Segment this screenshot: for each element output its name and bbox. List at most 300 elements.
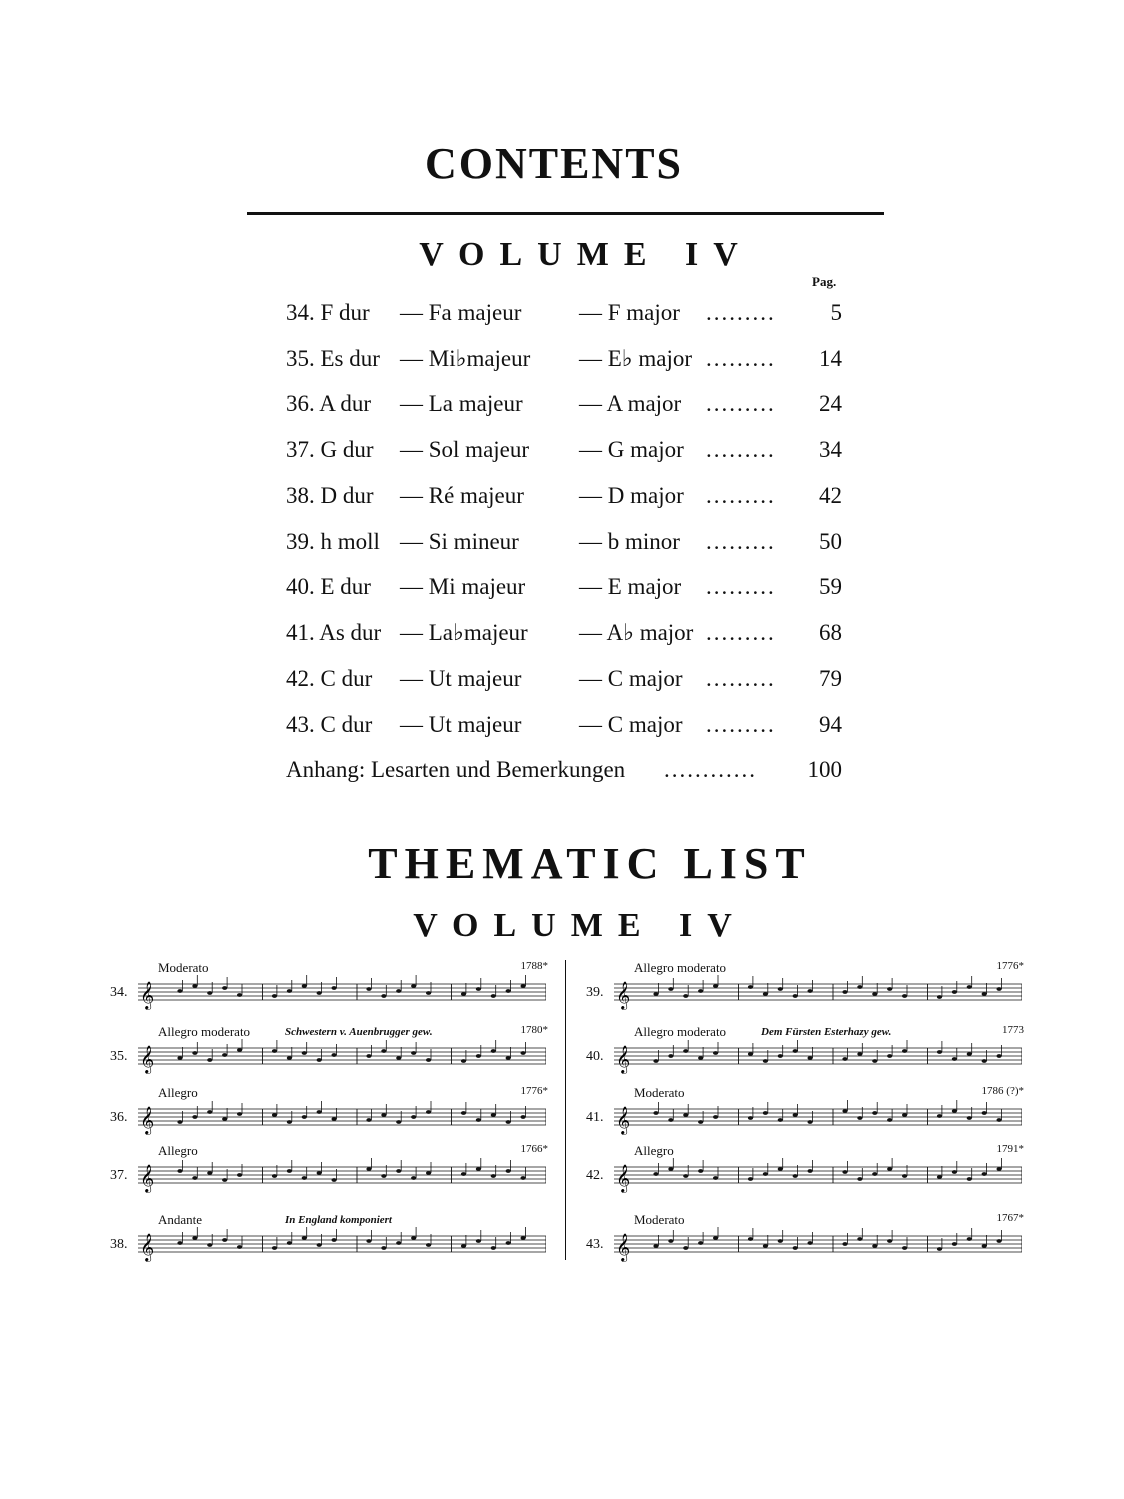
music-staff (138, 1038, 546, 1078)
note-head (426, 991, 431, 995)
note-head (653, 1059, 658, 1063)
tempo-marking: Allegro (158, 1085, 198, 1100)
note-head (748, 1177, 753, 1181)
note-head (366, 1239, 371, 1243)
thematic-list-title: THEMATIC LIST (368, 839, 812, 888)
dot-leader: ......... (706, 346, 776, 371)
note-head (872, 1059, 877, 1063)
note-head (396, 1120, 401, 1124)
note-head (317, 1171, 322, 1175)
note-head (793, 994, 798, 998)
note-head (668, 1167, 673, 1171)
note-head (411, 1115, 416, 1119)
note-head (997, 1118, 1002, 1122)
note-head (521, 1236, 526, 1240)
note-head (411, 1236, 416, 1240)
note-head (937, 1247, 942, 1251)
contents-entry (286, 712, 842, 752)
note-head (192, 984, 197, 988)
note-head (778, 1054, 783, 1058)
note-head (748, 1052, 753, 1056)
incipit-number: 34. (110, 985, 128, 1000)
thematic-incipit (586, 1085, 1024, 1145)
note-head (426, 1058, 431, 1062)
entry-number-key: 40. E dur (286, 574, 371, 599)
incipit-number: 38. (110, 1237, 128, 1252)
note-head (461, 1172, 466, 1176)
note-head (982, 1244, 987, 1248)
note-head (698, 1241, 703, 1245)
note-head (967, 1177, 972, 1181)
note-head (887, 1167, 892, 1171)
entry-page: 50 (819, 529, 842, 554)
entry-french: — Si mineur (400, 529, 519, 554)
note-head (332, 1178, 337, 1182)
incipit-number: 39. (586, 985, 604, 1000)
note-head (748, 1116, 753, 1120)
note-head (763, 1059, 768, 1063)
note-head (207, 1110, 212, 1114)
note-head (411, 1051, 416, 1055)
entry-page: 68 (819, 620, 842, 645)
note-head (476, 1118, 481, 1122)
contents-entry (286, 574, 842, 614)
incipit-note: Dem Fürsten Esterhazy gew. (761, 1026, 892, 1038)
note-head (887, 1118, 892, 1122)
treble-clef-icon: 𝄞 (616, 1164, 631, 1192)
note-head (952, 1109, 957, 1113)
entry-page: 94 (819, 712, 842, 737)
note-head (177, 1241, 182, 1245)
note-head (207, 1171, 212, 1175)
note-head (982, 992, 987, 996)
note-head (302, 1051, 307, 1055)
note-head (952, 1242, 957, 1246)
note-head (461, 1244, 466, 1248)
entry-page: 42 (819, 483, 842, 508)
note-head (887, 1239, 892, 1243)
note-head (842, 990, 847, 994)
note-head (937, 1175, 942, 1179)
contents-entry (286, 391, 842, 431)
contents-entry (286, 483, 842, 523)
incipit-note: Schwestern v. Auenbrugger gew. (285, 1026, 433, 1038)
thematic-incipit (586, 960, 1024, 1020)
note-head (287, 1241, 292, 1245)
note-head (192, 1115, 197, 1119)
incipit-number: 42. (586, 1168, 604, 1183)
treble-clef-icon: 𝄞 (140, 1164, 155, 1192)
contents-entry (286, 666, 842, 706)
note-head (683, 994, 688, 998)
entry-french: — Fa majeur (400, 300, 522, 325)
appendix-label: Anhang: Lesarten und Bemerkungen (286, 757, 626, 782)
note-head (272, 1246, 277, 1250)
tempo-marking: Allegro (158, 1143, 198, 1158)
note-head (937, 995, 942, 999)
note-head (872, 1111, 877, 1115)
note-head (177, 989, 182, 993)
contents-entry (286, 529, 842, 569)
note-head (381, 1113, 386, 1117)
entry-french: — Ut majeur (400, 712, 522, 737)
tempo-marking: Allegro moderato (158, 1024, 251, 1039)
note-head (698, 1169, 703, 1173)
note-head (461, 1059, 466, 1063)
entry-page: 59 (819, 574, 842, 599)
note-head (748, 985, 753, 989)
appendix-entry (286, 757, 842, 783)
note-head (937, 1050, 942, 1054)
music-staff (614, 1038, 1022, 1078)
note-head (698, 1056, 703, 1060)
entry-english: — A♭ major (579, 620, 694, 645)
entry-french: — La majeur (400, 391, 523, 416)
treble-clef-icon: 𝄞 (616, 1233, 631, 1261)
note-head (222, 1238, 227, 1242)
note-head (287, 1120, 292, 1124)
note-head (902, 1049, 907, 1053)
thematic-incipit (110, 960, 548, 1020)
tempo-marking: Allegro moderato (634, 960, 727, 975)
note-head (842, 1109, 847, 1113)
contents-entry (286, 620, 842, 660)
note-head (808, 1241, 813, 1245)
note-head (793, 1113, 798, 1117)
note-head (332, 986, 337, 990)
note-head (857, 1237, 862, 1241)
note-head (653, 1244, 658, 1248)
note-head (872, 1172, 877, 1176)
note-head (396, 1169, 401, 1173)
note-head (902, 994, 907, 998)
column-divider (565, 960, 566, 1260)
tempo-marking: Allegro (634, 1143, 674, 1158)
note-head (997, 987, 1002, 991)
note-head (272, 1113, 277, 1117)
note-head (997, 1054, 1002, 1058)
note-head (683, 1246, 688, 1250)
incipit-number: 37. (110, 1168, 128, 1183)
note-head (808, 1056, 813, 1060)
note-head (521, 984, 526, 988)
note-head (967, 985, 972, 989)
dot-leader: ......... (706, 574, 776, 599)
note-head (222, 1117, 227, 1121)
note-head (317, 1058, 322, 1062)
thematic-incipit (110, 1143, 548, 1203)
entry-english: — G major (579, 437, 684, 462)
note-head (332, 1053, 337, 1057)
note-head (506, 989, 511, 993)
treble-clef-icon: 𝄞 (140, 1106, 155, 1134)
contents-entry (286, 437, 842, 477)
note-head (967, 1237, 972, 1241)
note-head (366, 1054, 371, 1058)
composition-year: 1788* (520, 960, 548, 972)
note-head (778, 1118, 783, 1122)
note-head (317, 1110, 322, 1114)
note-head (272, 1174, 277, 1178)
composition-year: 1776* (996, 960, 1024, 972)
note-head (426, 1110, 431, 1114)
tempo-marking: Moderato (634, 1212, 685, 1227)
note-head (521, 1051, 526, 1055)
note-head (857, 985, 862, 989)
treble-clef-icon: 𝄞 (140, 1045, 155, 1073)
contents-volume-heading: VOLUME IV (419, 236, 753, 273)
entry-english: — A major (579, 391, 682, 416)
note-head (491, 994, 496, 998)
tempo-marking: Moderato (158, 960, 209, 975)
note-head (237, 993, 242, 997)
note-head (698, 1120, 703, 1124)
tempo-marking: Andante (158, 1212, 203, 1227)
note-head (222, 986, 227, 990)
note-head (713, 984, 718, 988)
thematic-incipit (110, 1212, 548, 1272)
note-head (842, 1057, 847, 1061)
entry-page: 79 (819, 666, 842, 691)
page-column-header: Pag. (812, 274, 837, 289)
note-head (713, 1115, 718, 1119)
note-head (967, 1116, 972, 1120)
note-head (476, 987, 481, 991)
note-head (192, 1236, 197, 1240)
note-head (396, 989, 401, 993)
entry-french: — Mi majeur (400, 574, 526, 599)
note-head (317, 991, 322, 995)
note-head (808, 1120, 813, 1124)
note-head (381, 1049, 386, 1053)
entry-english: — C major (579, 666, 683, 691)
note-head (491, 1049, 496, 1053)
note-head (302, 1176, 307, 1180)
note-head (192, 1051, 197, 1055)
note-head (902, 1246, 907, 1250)
composition-year: 1780* (520, 1024, 548, 1036)
note-head (698, 989, 703, 993)
note-head (411, 984, 416, 988)
note-head (763, 1244, 768, 1248)
note-head (967, 1052, 972, 1056)
note-head (778, 987, 783, 991)
note-head (222, 1178, 227, 1182)
composition-year: 1791* (996, 1143, 1024, 1155)
note-head (411, 1176, 416, 1180)
thematic-incipit (110, 1024, 548, 1084)
dot-leader: ......... (706, 483, 776, 508)
thematic-incipit (586, 1212, 1024, 1272)
entry-number-key: 37. G dur (286, 437, 374, 462)
note-head (653, 1111, 658, 1115)
note-head (683, 1049, 688, 1053)
note-head (272, 1049, 277, 1053)
composition-year: 1766* (520, 1143, 548, 1155)
note-head (506, 1056, 511, 1060)
entry-page: 14 (819, 346, 842, 371)
music-staff (138, 1099, 546, 1139)
dot-leader: ............ (664, 757, 757, 782)
music-staff (614, 1157, 1022, 1197)
dot-leader: ......... (706, 666, 776, 691)
note-head (808, 989, 813, 993)
note-head (763, 1111, 768, 1115)
note-head (381, 1174, 386, 1178)
incipit-number: 35. (110, 1049, 128, 1064)
note-head (808, 1169, 813, 1173)
incipit-number: 40. (586, 1049, 604, 1064)
note-head (366, 1167, 371, 1171)
dot-leader: ......... (706, 620, 776, 645)
note-head (982, 1172, 987, 1176)
note-head (997, 1239, 1002, 1243)
note-head (207, 1058, 212, 1062)
note-head (366, 987, 371, 991)
incipit-number: 41. (586, 1110, 604, 1125)
note-head (476, 1167, 481, 1171)
thematic-incipit (586, 1143, 1024, 1203)
note-head (842, 1242, 847, 1246)
note-head (287, 989, 292, 993)
note-head (713, 1236, 718, 1240)
note-head (902, 1113, 907, 1117)
composition-year: 1773 (1002, 1024, 1024, 1036)
note-head (683, 1113, 688, 1117)
tempo-marking: Allegro moderato (634, 1024, 727, 1039)
music-staff (614, 1226, 1022, 1266)
note-head (857, 1052, 862, 1056)
incipit-number: 36. (110, 1110, 128, 1125)
dot-leader: ......... (706, 437, 776, 462)
entry-french: — La♭majeur (400, 620, 528, 645)
note-head (713, 1051, 718, 1055)
note-head (793, 1049, 798, 1053)
note-head (272, 994, 277, 998)
note-head (842, 1170, 847, 1174)
note-head (997, 1167, 1002, 1171)
note-head (177, 1120, 182, 1124)
note-head (461, 1111, 466, 1115)
music-staff (614, 974, 1022, 1014)
note-head (683, 1174, 688, 1178)
note-head (668, 1118, 673, 1122)
dot-leader: ......... (706, 300, 776, 325)
music-staff (614, 1099, 1022, 1139)
note-head (287, 1169, 292, 1173)
music-staff (138, 1157, 546, 1197)
thematic-incipit (110, 1085, 548, 1145)
note-head (872, 1244, 877, 1248)
treble-clef-icon: 𝄞 (616, 1045, 631, 1073)
note-head (506, 1241, 511, 1245)
note-head (366, 1118, 371, 1122)
note-head (426, 1243, 431, 1247)
note-head (302, 984, 307, 988)
entry-english: — F major (579, 300, 680, 325)
note-head (381, 994, 386, 998)
contents-title: CONTENTS (424, 139, 684, 188)
note-head (982, 1111, 987, 1115)
note-head (793, 1174, 798, 1178)
tempo-marking: Moderato (634, 1085, 685, 1100)
title-rule (247, 212, 884, 215)
dot-leader: ......... (706, 391, 776, 416)
note-head (476, 1054, 481, 1058)
entry-number-key: 38. D dur (286, 483, 374, 508)
entry-page: 34 (819, 437, 842, 462)
note-head (668, 1239, 673, 1243)
music-staff (138, 974, 546, 1014)
entry-english: — E♭ major (579, 346, 693, 371)
note-head (491, 1174, 496, 1178)
note-head (763, 992, 768, 996)
note-head (207, 1243, 212, 1247)
composition-year: 1767* (996, 1212, 1024, 1224)
note-head (237, 1112, 242, 1116)
entry-number-key: 39. h moll (286, 529, 380, 554)
note-head (491, 1246, 496, 1250)
note-head (177, 1169, 182, 1173)
note-head (952, 1057, 957, 1061)
note-head (461, 992, 466, 996)
note-head (237, 1245, 242, 1249)
entry-english: — D major (579, 483, 684, 508)
music-staff (138, 1226, 546, 1266)
contents-entry (286, 300, 842, 340)
note-head (302, 1115, 307, 1119)
entry-english: — C major (579, 712, 683, 737)
note-head (192, 1176, 197, 1180)
appendix-page: 100 (807, 757, 842, 782)
entry-french: — Ut majeur (400, 666, 522, 691)
entry-number-key: 34. F dur (286, 300, 370, 325)
entry-number-key: 35. Es dur (286, 346, 380, 371)
note-head (396, 1241, 401, 1245)
incipit-number: 43. (586, 1237, 604, 1252)
entry-english: — b minor (579, 529, 680, 554)
note-head (778, 1239, 783, 1243)
composition-year: 1786 (?)* (981, 1085, 1024, 1097)
note-head (222, 1053, 227, 1057)
note-head (872, 992, 877, 996)
entry-english: — E major (579, 574, 682, 599)
note-head (653, 992, 658, 996)
note-head (857, 1177, 862, 1181)
note-head (237, 1048, 242, 1052)
note-head (506, 1169, 511, 1173)
entry-page: 5 (830, 300, 842, 325)
note-head (902, 1174, 907, 1178)
note-head (521, 1115, 526, 1119)
note-head (982, 1059, 987, 1063)
treble-clef-icon: 𝄞 (140, 1233, 155, 1261)
note-head (857, 1116, 862, 1120)
note-head (763, 1172, 768, 1176)
note-head (317, 1243, 322, 1247)
note-head (207, 991, 212, 995)
note-head (793, 1246, 798, 1250)
entry-number-key: 43. C dur (286, 712, 373, 737)
note-head (332, 1117, 337, 1121)
note-head (887, 987, 892, 991)
entry-french: — Mi♭majeur (400, 346, 531, 371)
note-head (668, 987, 673, 991)
note-head (237, 1173, 242, 1177)
note-head (177, 1056, 182, 1060)
treble-clef-icon: 𝄞 (140, 981, 155, 1009)
entry-french: — Ré majeur (400, 483, 524, 508)
